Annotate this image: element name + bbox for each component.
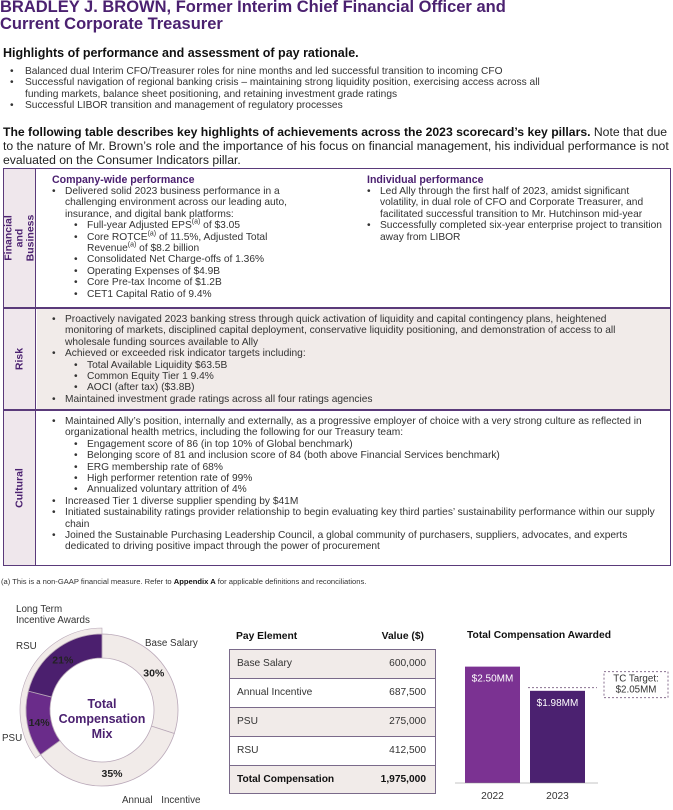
donut-center-label: Total: [87, 697, 117, 711]
target-label: $2.05MM: [615, 684, 657, 696]
section-cultural: [3, 410, 671, 566]
list-item: • High performer retention rate of 99%: [65, 473, 660, 484]
bar-chart-title: Total Compensation Awarded: [467, 630, 611, 641]
list-item: • Engagement score of 86 (in top 10% of Global benchmark): [65, 439, 660, 450]
total-comp-bar-chart: [450, 645, 670, 805]
individual-heading: Individual performance: [367, 174, 484, 186]
section-body: [37, 309, 670, 409]
table-row: RSU 412,500: [229, 736, 436, 765]
bar-category-label: 2023: [546, 791, 569, 802]
footnote: (a) This is a non-GAAP financial measure. Refer to Appendix A for applicable definitions and reconciliations.: [1, 577, 367, 586]
highlights-list: [10, 66, 670, 112]
list-item: • Common Equity Tier 1 9.4%: [65, 371, 652, 382]
section-label: Risk: [4, 309, 36, 409]
section-financial: [3, 168, 671, 308]
list-item: • Delivered solid 2023 business performance in a challenging environment across our leading auto, insurance, and digital bank platforms: • Full-year Adjusted EPS$^{(a)}$ of $3.05 • Core ROTCE$^{(a)}$ of 11.5%, Adjusted Total Revenue$^{(a)}$ of $8.2 billion • Consolidated Net Charge-offs of 1.36% • Operating Expenses of $4.9B • Core Pre-tax Income of $1.2B • CET1 Capital Ratio of 9.4%: [52, 186, 352, 300]
section-risk: [3, 308, 671, 410]
donut-percent-label: 30%: [143, 667, 165, 680]
table-row: Annual Incentive 687,500: [229, 678, 436, 707]
slice-label-rsu: RSU: [16, 641, 37, 652]
table-total-row: Total Compensation 1,975,000: [229, 765, 436, 794]
page-title: BRADLEY J. BROWN, Former Interim Chief Financial Officer and Current Corporate Treasurer: [0, 0, 506, 33]
list-item: • Successfully completed six-year enterprise project to transition away from LIBOR: [367, 220, 669, 243]
section-body: [37, 169, 670, 307]
list-item: • Balanced dual Interim CFO/Treasurer roles for nine months and led successful transition to incoming CFO: [10, 66, 670, 77]
list-item: • Successful navigation of regional banking crisis – maintaining strong liquidity position, exercising access across all funding markets, balance sheet positioning, and retaining investment grade ratings: [10, 77, 670, 100]
slice-label-ltia: Long Term Incentive Awards: [16, 604, 90, 626]
list-item: • Increased Tier 1 diverse supplier spending by $41M: [52, 496, 660, 507]
list-item: • Operating Expenses of $4.9B: [65, 266, 312, 277]
list-item: • Proactively navigated 2023 banking stress through quick activation of liquidity and capital contingency plans, heightened monitoring of markets, disciplined capital deployment, conservative liquidity positioning, and demonstration of access to all wholesale funding sources available to Ally: [52, 314, 652, 348]
section-body: [37, 411, 670, 565]
list-item: • Initiated sustainability ratings provider relationship to begin evaluating key third parties’ sustainability performance within our supply chain: [52, 507, 660, 530]
highlights-heading: Highlights of performance and assessment of pay rationale.: [3, 46, 359, 60]
slice-label-psu: PSU: [2, 733, 23, 744]
donut-percent-label: 14%: [28, 716, 50, 729]
pay-table: [229, 627, 436, 794]
list-item: • Led Ally through the first half of 2023, amidst significant volatility, in dual role of CFO and Corporate Treasurer, and facilitated successful transition to Mr. Hutchinson mid-year: [367, 186, 669, 220]
list-item: • Full-year Adjusted EPS$^{(a)}$ of $3.05: [65, 220, 312, 231]
target-label: TC Target:: [613, 673, 659, 685]
bar-value-label: $1.98MM: [536, 697, 579, 709]
individual-column: [367, 174, 669, 243]
list-item: • Belonging score of 81 and inclusion score of 84 (both above Financial Services benchmark): [65, 450, 660, 461]
slice-label-annual: Annual Incentive: [122, 795, 201, 806]
list-item: • Achieved or exceeded risk indicator targets including: • Total Available Liquidity $63.5B • Common Equity Tier 1 9.4% • AOCI (after tax) ($3.8B): [52, 348, 652, 394]
intro-paragraph: The following table describes key highlights of achievements across the 2023 scorecard’s key pillars. Note that due to the nature of Mr. Brown’s role and the importance of his focus on financial management, his individual performance is not evaluated on the Consumer Indicators pillar.: [3, 125, 669, 168]
list-item: • Core Pre-tax Income of $1.2B: [65, 277, 312, 288]
list-item: • Total Available Liquidity $63.5B: [65, 360, 652, 371]
list-item: • AOCI (after tax) ($3.8B): [65, 382, 652, 393]
table-row: PSU 275,000: [229, 707, 436, 736]
section-label: Cultural: [4, 411, 36, 565]
compensation-mix-donut: [0, 606, 215, 806]
list-item: • ERG membership rate of 68%: [65, 462, 660, 473]
list-item: • Joined the Sustainable Purchasing Leadership Council, a global community of purchasers, suppliers, advocates, and experts dedicated to driving positive impact through the power of procurement: [52, 530, 660, 553]
list-item: • Maintained investment grade ratings across all four ratings agencies: [52, 394, 652, 405]
table-header: Pay Element Value ($): [236, 631, 424, 642]
list-item: • CET1 Capital Ratio of 9.4%: [65, 289, 312, 300]
slice-label-base: Base Salary: [145, 638, 198, 649]
table-row: Base Salary 600,000: [229, 649, 436, 678]
donut-percent-label: 35%: [101, 768, 123, 781]
donut-center-label: Mix: [91, 727, 113, 741]
company-column: [52, 174, 352, 300]
company-heading: Company-wide performance: [52, 174, 195, 186]
bar-category-label: 2022: [481, 791, 504, 802]
list-item: • Consolidated Net Charge-offs of 1.36%: [65, 254, 312, 265]
section-label: Financial and Business: [4, 169, 36, 307]
list-item: • Maintained Ally’s position, internally and externally, as a progressive employer of choice with a very strong culture as reflected in organizational health metrics, including the following for our Treasury team: • Engagement score of 86 (in top 10% of Global benchmark) • Belonging score of 81 and inclusion score of 84 (both above Financial Services benchmark) • ERG membership rate of 68% • High performer retention rate of 99% • Annualized voluntary attrition of 4%: [52, 416, 660, 496]
list-item: • Core ROTCE$^{(a)}$ of 11.5%, Adjusted Total Revenue$^{(a)}$ of $8.2 billion: [65, 232, 312, 255]
list-item: • Successful LIBOR transition and management of regulatory processes: [10, 100, 670, 111]
donut-center-label: Compensation: [58, 712, 146, 726]
list-item: • Annualized voluntary attrition of 4%: [65, 484, 660, 495]
bar-value-label: $2.50MM: [471, 673, 514, 685]
donut-percent-label: 21%: [52, 654, 74, 667]
